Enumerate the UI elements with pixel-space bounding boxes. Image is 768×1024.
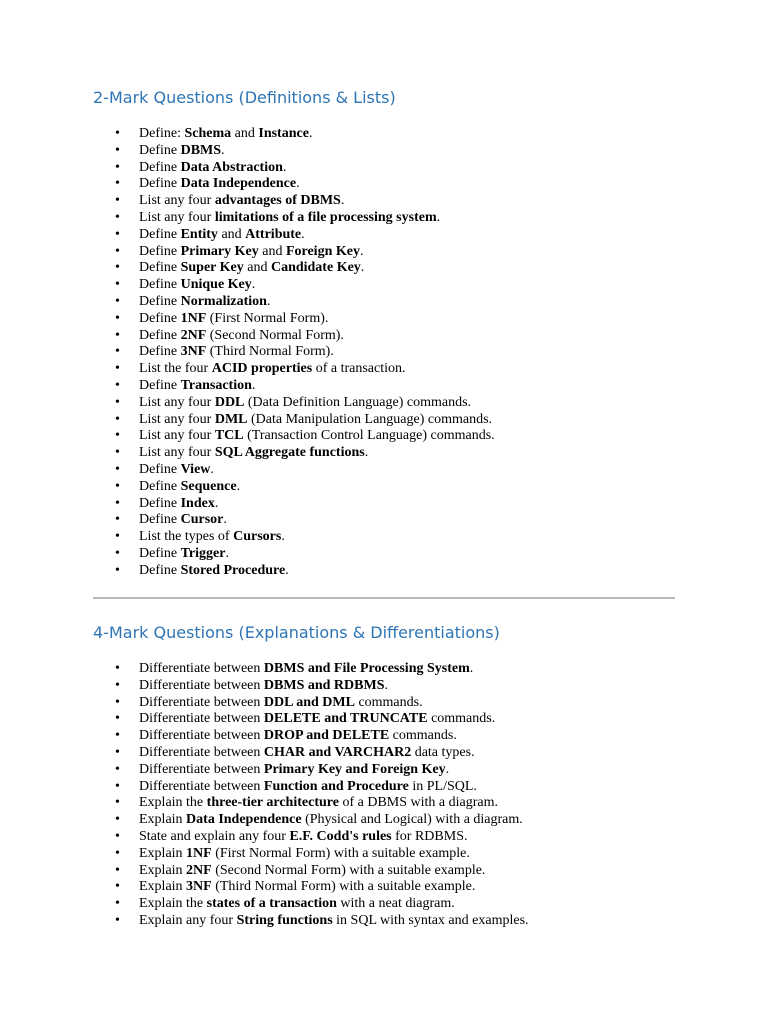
bullet-icon: • [115,226,120,242]
bullet-icon: • [115,327,120,343]
item-text: Differentiate between [139,728,264,744]
bold-term: Cursor [180,512,224,528]
item-text: . [251,377,256,393]
bullet-icon: • [115,677,120,693]
list-item [0,695,529,712]
item-text: (First Normal Form). [206,310,329,326]
item-text: . [281,529,285,545]
list-item [0,277,495,294]
item-text: . [223,512,227,528]
item-text: Explain [139,862,187,878]
bold-term: Super Key [180,260,244,276]
item-text: . [214,495,219,511]
list-item [0,294,495,311]
list-item [0,344,495,361]
bold-term: Attribute [245,226,302,242]
bold-term: String functions [236,912,333,928]
item-text: Define [139,478,181,494]
item-text: . [210,461,214,477]
item-text: . [445,761,450,777]
list-item [0,879,529,896]
list-item [0,445,495,462]
item-text: (Data Definition Language) commands. [244,394,472,410]
item-text: . [225,545,229,561]
list-item [0,260,495,277]
list-item [0,563,495,580]
bold-term: CHAR and VARCHAR2 [263,744,412,760]
bold-term: E.F. Codd's rules [289,828,392,844]
item-text: Define [139,293,181,309]
item-text: in PL/SQL. [408,778,477,794]
item-text: (Physical and Logical) with a diagram. [301,812,523,828]
item-text: State and explain any four [139,828,290,844]
bullet-icon: • [115,260,120,276]
item-text: Explain [139,879,187,895]
list-item [0,311,495,328]
bullet-icon: • [115,411,120,427]
bold-term: Transaction [180,377,252,393]
item-text: Explain [139,812,187,828]
list-item [0,863,529,880]
list-item [0,462,495,479]
bullet-icon: • [115,159,120,175]
bold-term: 1NF [180,310,207,326]
list-item [0,176,495,193]
bold-term: Cursors [233,529,282,545]
item-text: (Data Manipulation Language) commands. [247,411,493,427]
bold-term: Data Independence [186,812,302,828]
item-text: Explain the [139,795,207,811]
item-text: List any four [139,209,215,225]
bullet-icon: • [115,277,120,293]
bold-term: SQL Aggregate functions [214,445,365,461]
item-text: Define [139,562,181,578]
item-text: . [251,277,256,293]
item-text: . [436,209,441,225]
bullet-icon: • [115,778,120,794]
bullet-icon: • [115,529,120,545]
item-text: (Transaction Control Language) commands. [243,428,495,444]
list-item [0,795,529,812]
item-text: (First Normal Form) with a suitable example. [211,845,470,861]
item-text: (Third Normal Form). [206,344,334,360]
item-text: of a transaction. [312,361,406,377]
bold-term: DML [214,411,248,427]
bold-term: 2NF [180,327,207,343]
bold-term: Primary Key [180,243,259,259]
bullet-icon: • [115,209,120,225]
bullet-icon: • [115,761,120,777]
bold-term: Data Independence [180,176,297,192]
bullet-icon: • [115,461,120,477]
list-item [0,328,495,345]
list-item [0,361,495,378]
list-item [0,479,495,496]
bold-term: 2NF [186,862,212,878]
bold-term: Data Abstraction [180,159,283,175]
item-text: . [308,126,313,141]
bold-term: Entity [180,226,218,242]
item-text: and [243,260,271,276]
item-text: . [301,226,305,242]
item-text: Explain the [139,896,207,912]
item-text: (Third Normal Form) with a suitable example. [211,879,476,895]
section-heading-2-mark: 2-Mark Questions (Definitions & Lists) [93,88,396,107]
bullet-icon: • [115,694,120,710]
list-item [0,496,495,513]
item-text: List any four [139,428,215,444]
list-item [0,193,495,210]
question-list-4-mark [0,661,529,930]
item-text: commands. [354,694,423,710]
list-item [0,412,495,429]
bullet-icon: • [115,711,120,727]
bold-term: Unique Key [180,277,252,293]
list-item [0,160,495,177]
item-text: and [231,126,259,141]
bullet-icon: • [115,512,120,528]
bullet-icon: • [115,845,120,861]
bullet-icon: • [115,661,120,676]
bullet-icon: • [115,176,120,192]
item-text: Define [139,260,181,276]
item-text: Define [139,226,181,242]
bold-term: DDL [214,394,245,410]
bold-term: advantages of DBMS [214,193,341,209]
item-text: commands. [389,728,457,744]
item-text: Differentiate between [139,661,264,676]
item-text: Differentiate between [139,761,264,777]
bold-term: Normalization [180,293,267,309]
item-text: and [258,243,286,259]
item-text: Differentiate between [139,778,264,794]
item-text: . [364,445,369,461]
item-text: Define [139,176,181,192]
list-item [0,846,529,863]
bold-term: Schema [184,126,232,141]
bold-term: View [180,461,211,477]
list-item [0,546,495,563]
item-text: . [285,562,289,578]
item-text: of a DBMS with a diagram. [338,795,498,811]
item-text: Define [139,327,181,343]
bullet-icon: • [115,495,120,511]
list-item [0,678,529,695]
bullet-icon: • [115,828,120,844]
bold-term: Foreign Key [285,243,360,259]
bullet-icon: • [115,377,120,393]
item-text: List any four [139,411,215,427]
bold-term: Index [180,495,215,511]
list-item [0,812,529,829]
bullet-icon: • [115,310,120,326]
item-text: . [384,677,388,693]
item-text: . [469,661,474,676]
question-list-2-mark [0,126,495,580]
list-item [0,762,529,779]
bullet-icon: • [115,243,120,259]
item-text: . [282,159,287,175]
list-item [0,913,529,930]
item-text: . [296,176,300,192]
section-divider [93,597,675,599]
item-text: Define [139,243,181,259]
bullet-icon: • [115,912,120,928]
bold-term: Instance [258,126,309,141]
item-text: Define [139,512,181,528]
item-text: Define: [139,126,185,141]
bullet-icon: • [115,795,120,811]
bullet-icon: • [115,812,120,828]
item-text: Explain any four [139,912,237,928]
list-item [0,126,495,143]
item-text: in SQL with syntax and examples. [332,912,529,928]
item-text: . [340,193,345,209]
bold-term: DELETE and TRUNCATE [263,711,428,727]
list-item [0,227,495,244]
item-text: . [221,142,225,158]
bullet-icon: • [115,744,120,760]
bullet-icon: • [115,562,120,578]
item-text: Define [139,377,181,393]
bold-term: ACID properties [211,361,313,377]
item-text: List any four [139,445,215,461]
item-text: commands. [427,711,496,727]
bullet-icon: • [115,126,120,141]
list-item [0,395,495,412]
item-text: . [360,260,365,276]
item-text: List the types of [139,529,234,545]
item-text: Define [139,344,181,360]
list-item [0,711,529,728]
item-text: Differentiate between [139,711,264,727]
bold-term: DBMS and RDBMS [263,677,385,693]
bold-term: states of a transaction [206,896,337,912]
bullet-icon: • [115,896,120,912]
bullet-icon: • [115,344,120,360]
item-text: Define [139,277,181,293]
bold-term: 1NF [186,845,212,861]
bullet-icon: • [115,361,120,377]
item-text: with a neat diagram. [336,896,455,912]
item-text: Define [139,159,181,175]
item-text: List any four [139,394,215,410]
item-text: . [236,478,241,494]
list-item [0,896,529,913]
item-text: (Second Normal Form) with a suitable example. [211,862,486,878]
bold-term: Stored Procedure [180,562,286,578]
bold-term: TCL [214,428,244,444]
bold-term: 3NF [186,879,212,895]
bold-term: Primary Key and Foreign Key [263,761,446,777]
bullet-icon: • [115,142,120,158]
list-item [0,529,495,546]
item-text: List any four [139,193,215,209]
bullet-icon: • [115,478,120,494]
bold-term: DDL and DML [263,694,355,710]
item-text: Define [139,495,181,511]
list-item [0,428,495,445]
bold-term: DROP and DELETE [263,728,390,744]
bullet-icon: • [115,879,120,895]
bold-term: three-tier architecture [206,795,339,811]
item-text: Differentiate between [139,744,264,760]
item-text: for RDBMS. [391,828,468,844]
section-heading-4-mark: 4-Mark Questions (Explanations & Differentiations) [93,623,500,642]
bullet-icon: • [115,445,120,461]
item-text: List the four [139,361,212,377]
item-text: Define [139,310,181,326]
item-text: (Second Normal Form). [206,327,344,343]
bold-term: Candidate Key [270,260,361,276]
bold-term: Function and Procedure [263,778,409,794]
list-item [0,143,495,160]
bold-term: DBMS [180,142,222,158]
bold-term: Sequence [180,478,237,494]
item-text: Define [139,142,181,158]
bold-term: 3NF [180,344,207,360]
bold-term: DBMS and File Processing System [263,661,470,676]
list-item [0,745,529,762]
list-item [0,829,529,846]
list-item [0,210,495,227]
bold-term: limitations of a file processing system [214,209,437,225]
bullet-icon: • [115,428,120,444]
list-item [0,378,495,395]
bullet-icon: • [115,293,120,309]
item-text: Differentiate between [139,677,264,693]
item-text: Define [139,461,181,477]
item-text: Differentiate between [139,694,264,710]
bold-term: Trigger [180,545,226,561]
bullet-icon: • [115,193,120,209]
bullet-icon: • [115,862,120,878]
list-item [0,779,529,796]
item-text: data types. [411,744,475,760]
list-item [0,512,495,529]
list-item [0,728,529,745]
item-text: . [266,293,271,309]
list-item [0,661,529,678]
bullet-icon: • [115,545,120,561]
bullet-icon: • [115,728,120,744]
list-item [0,244,495,261]
item-text: Explain [139,845,187,861]
bullet-icon: • [115,394,120,410]
item-text: and [217,226,246,242]
item-text: . [359,243,364,259]
item-text: Define [139,545,181,561]
